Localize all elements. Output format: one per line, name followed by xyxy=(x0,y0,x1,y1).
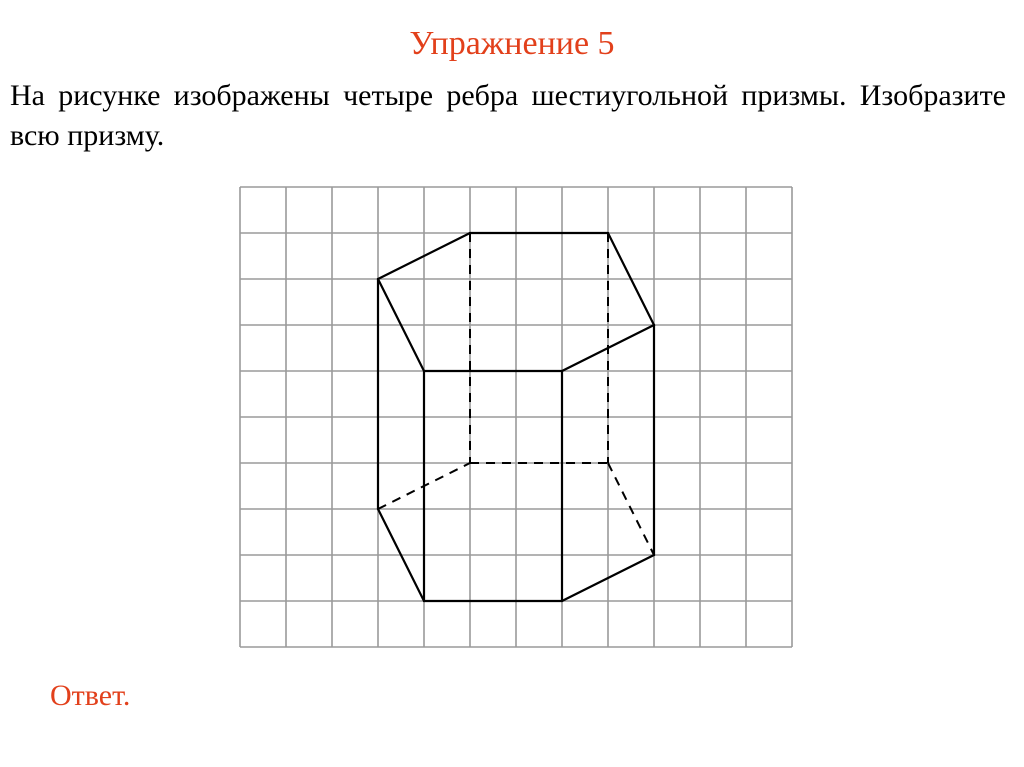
task-text: На рисунке изображены четыре ребра шестиугольной призмы. Изобразите всю призму. xyxy=(10,79,1006,152)
grid xyxy=(240,187,792,647)
slide-title: Упражнение 5 xyxy=(409,25,615,62)
answer-label: Ответ. xyxy=(50,679,131,712)
